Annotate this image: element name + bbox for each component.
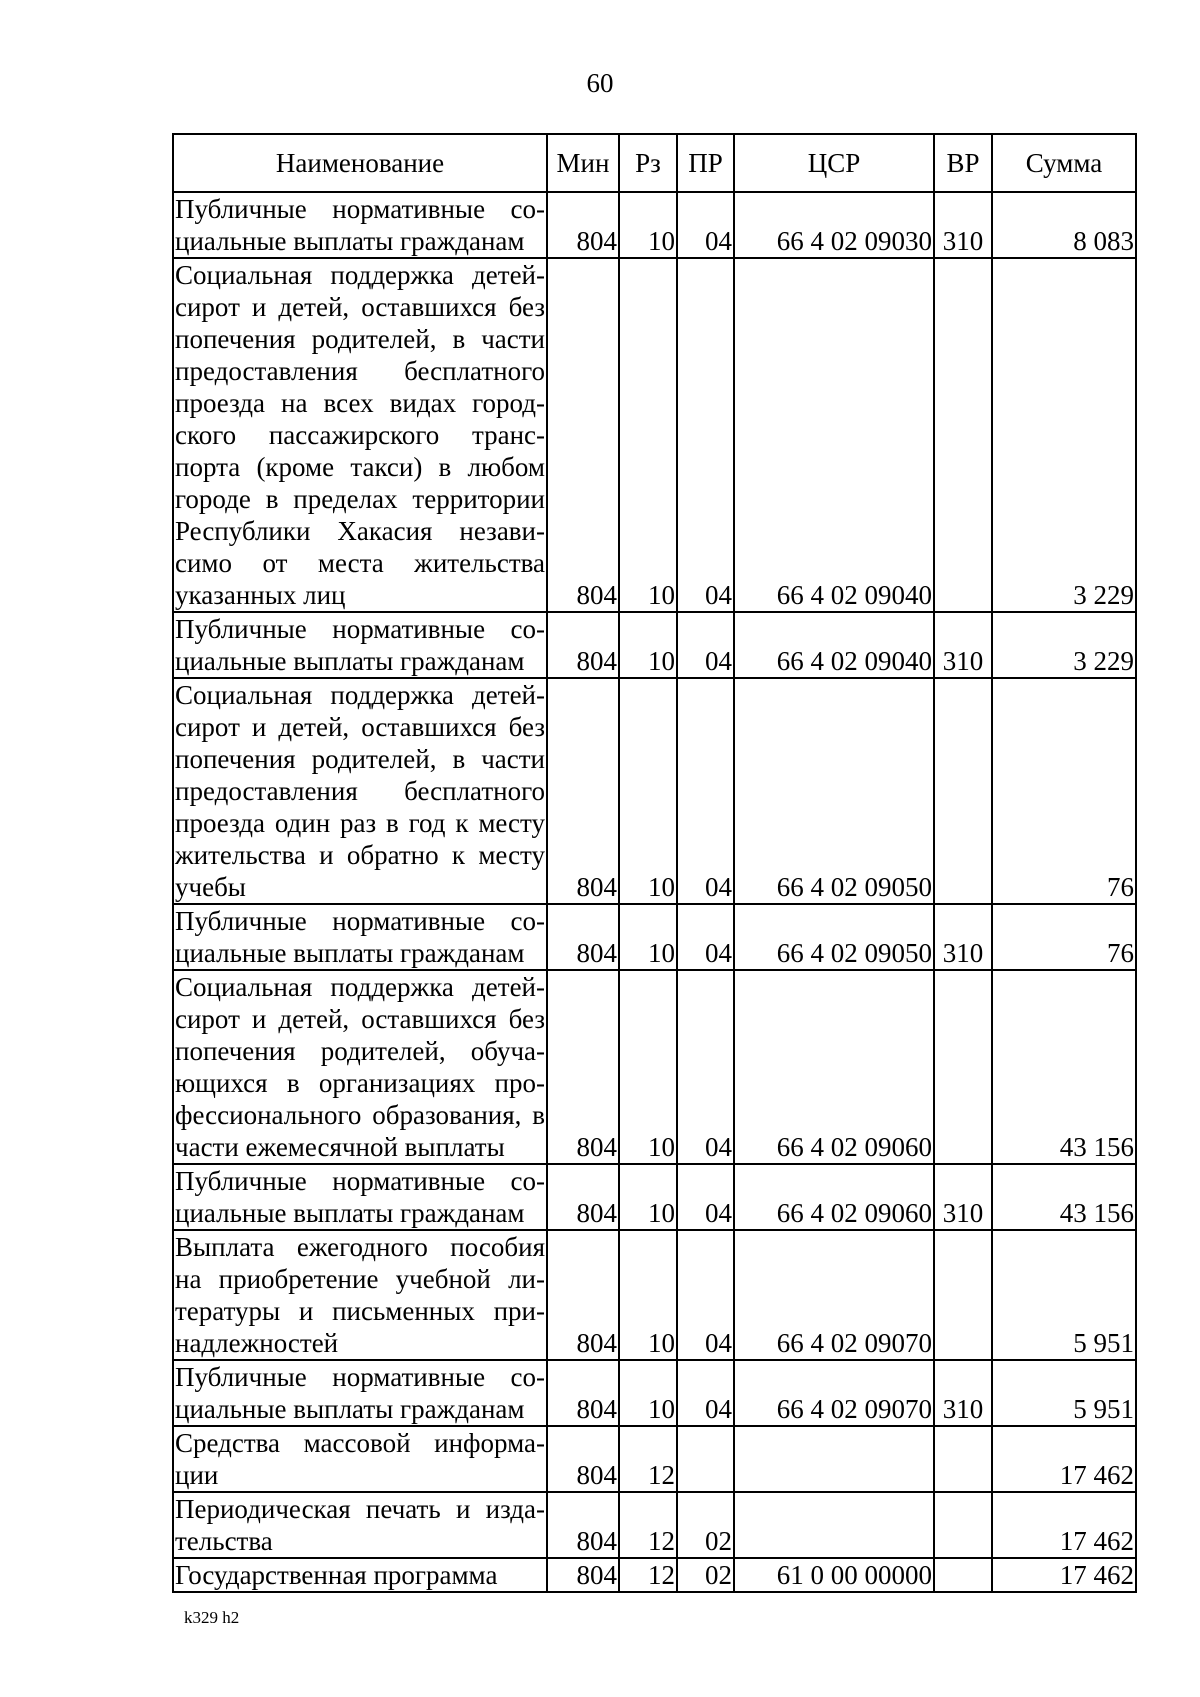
row-sum: 17 462 xyxy=(992,1492,1136,1558)
row-pr: 02 xyxy=(677,1492,734,1558)
table-row xyxy=(173,678,1136,904)
row-rz: 12 xyxy=(619,1426,677,1492)
row-vr xyxy=(934,1426,992,1492)
header-pr: ПР xyxy=(677,134,734,192)
table-row xyxy=(173,612,1136,678)
row-min: 804 xyxy=(547,1230,619,1360)
header-name: Наименование xyxy=(173,134,547,192)
row-vr xyxy=(934,678,992,904)
budget-table xyxy=(172,133,1137,1593)
row-sum: 76 xyxy=(992,904,1136,970)
row-sum: 8 083 xyxy=(992,192,1136,258)
row-vr xyxy=(934,1230,992,1360)
table-row xyxy=(173,1492,1136,1558)
row-csr: 66 4 02 09060 xyxy=(734,1164,934,1230)
row-name: Государственная программа xyxy=(173,1558,547,1592)
row-rz: 10 xyxy=(619,1360,677,1426)
table-row xyxy=(173,1360,1136,1426)
row-vr: 310 xyxy=(934,904,992,970)
row-name: Публичные нормативные со-циальные выплаты гражданам xyxy=(175,906,545,968)
row-pr: 04 xyxy=(677,904,734,970)
table-row xyxy=(173,904,1136,970)
row-min: 804 xyxy=(547,1558,619,1592)
footer-document-code: k329 h2 xyxy=(184,1608,240,1627)
row-min: 804 xyxy=(547,258,619,612)
row-vr xyxy=(934,970,992,1164)
row-pr: 04 xyxy=(677,678,734,904)
table-row xyxy=(173,970,1136,1164)
row-name: Социальная поддержка детей-сирот и детей, оставшихся без попечения родителей, в части предоставления бесплатного проезда один раз в год к месту жительства и обратно к месту учебы xyxy=(175,680,545,902)
row-name: Социальная поддержка детей-сирот и детей, оставшихся без попечения родителей, обуча-ющихся в организациях про-фессионального образования, в части ежемесячной выплаты xyxy=(175,972,545,1162)
row-csr: 66 4 02 09050 xyxy=(734,678,934,904)
row-name: Публичные нормативные со-циальные выплаты гражданам xyxy=(175,194,545,256)
row-csr: 66 4 02 09070 xyxy=(734,1230,934,1360)
row-min: 804 xyxy=(547,678,619,904)
row-name: Выплата ежегодного пособия на приобретение учебной ли-тературы и письменных при-надлежностей xyxy=(175,1232,545,1358)
row-min: 804 xyxy=(547,904,619,970)
row-pr: 04 xyxy=(677,192,734,258)
row-rz: 10 xyxy=(619,612,677,678)
row-csr xyxy=(734,1426,934,1492)
page-number: 60 xyxy=(586,68,614,98)
row-pr: 02 xyxy=(677,1558,734,1592)
row-sum: 76 xyxy=(992,678,1136,904)
row-name: Периодическая печать и изда-тельства xyxy=(175,1494,545,1556)
row-vr xyxy=(934,1492,992,1558)
row-pr: 04 xyxy=(677,1164,734,1230)
row-csr: 66 4 02 09060 xyxy=(734,970,934,1164)
row-min: 804 xyxy=(547,1164,619,1230)
row-sum: 17 462 xyxy=(992,1558,1136,1592)
row-rz: 10 xyxy=(619,970,677,1164)
row-min: 804 xyxy=(547,1492,619,1558)
row-rz: 10 xyxy=(619,258,677,612)
row-name: Публичные нормативные со-циальные выплаты гражданам xyxy=(175,1166,545,1228)
row-vr: 310 xyxy=(934,612,992,678)
header-sum: Сумма xyxy=(992,134,1136,192)
row-name: Социальная поддержка детей-сирот и детей, оставшихся без попечения родителей, в части предоставления бесплатного проезда на всех видах город-ского пассажирского транс-порта (кроме такси) в любом городе в пределах территории Республики Хакасия незави-симо от места жительства указанных лиц xyxy=(175,260,545,610)
row-name: Средства массовой информа-ции xyxy=(175,1428,545,1490)
row-csr: 66 4 02 09040 xyxy=(734,258,934,612)
table-row xyxy=(173,258,1136,612)
row-csr: 66 4 02 09050 xyxy=(734,904,934,970)
row-min: 804 xyxy=(547,192,619,258)
row-sum: 5 951 xyxy=(992,1360,1136,1426)
row-pr: 04 xyxy=(677,1230,734,1360)
row-rz: 10 xyxy=(619,904,677,970)
header-rz: Рз xyxy=(619,134,677,192)
row-min: 804 xyxy=(547,612,619,678)
row-pr: 04 xyxy=(677,258,734,612)
row-rz: 12 xyxy=(619,1492,677,1558)
row-sum: 5 951 xyxy=(992,1230,1136,1360)
row-csr xyxy=(734,1492,934,1558)
row-rz: 10 xyxy=(619,1230,677,1360)
row-vr: 310 xyxy=(934,1360,992,1426)
row-vr: 310 xyxy=(934,192,992,258)
row-min: 804 xyxy=(547,1360,619,1426)
row-min: 804 xyxy=(547,1426,619,1492)
header-csr: ЦСР xyxy=(734,134,934,192)
row-rz: 10 xyxy=(619,1164,677,1230)
row-rz: 10 xyxy=(619,678,677,904)
row-pr: 04 xyxy=(677,970,734,1164)
header-min: Мин xyxy=(547,134,619,192)
table-row xyxy=(173,1426,1136,1492)
row-sum: 17 462 xyxy=(992,1426,1136,1492)
row-vr xyxy=(934,1558,992,1592)
row-pr: 04 xyxy=(677,1360,734,1426)
row-vr xyxy=(934,258,992,612)
row-sum: 3 229 xyxy=(992,258,1136,612)
row-rz: 10 xyxy=(619,192,677,258)
row-csr: 66 4 02 09070 xyxy=(734,1360,934,1426)
row-min: 804 xyxy=(547,970,619,1164)
row-pr: 04 xyxy=(677,612,734,678)
row-vr: 310 xyxy=(934,1164,992,1230)
row-name: Публичные нормативные со-циальные выплаты гражданам xyxy=(175,1362,545,1424)
row-csr: 66 4 02 09040 xyxy=(734,612,934,678)
row-csr: 66 4 02 09030 xyxy=(734,192,934,258)
row-csr: 61 0 00 00000 xyxy=(734,1558,934,1592)
table-row xyxy=(173,1164,1136,1230)
table-header-row xyxy=(173,134,1136,192)
table-row xyxy=(173,1558,1136,1592)
row-rz: 12 xyxy=(619,1558,677,1592)
table-row xyxy=(173,1230,1136,1360)
row-pr xyxy=(677,1426,734,1492)
row-sum: 3 229 xyxy=(992,612,1136,678)
header-vr: ВР xyxy=(934,134,992,192)
table-row xyxy=(173,192,1136,258)
row-name: Публичные нормативные со-циальные выплаты гражданам xyxy=(175,614,545,676)
row-sum: 43 156 xyxy=(992,1164,1136,1230)
row-sum: 43 156 xyxy=(992,970,1136,1164)
